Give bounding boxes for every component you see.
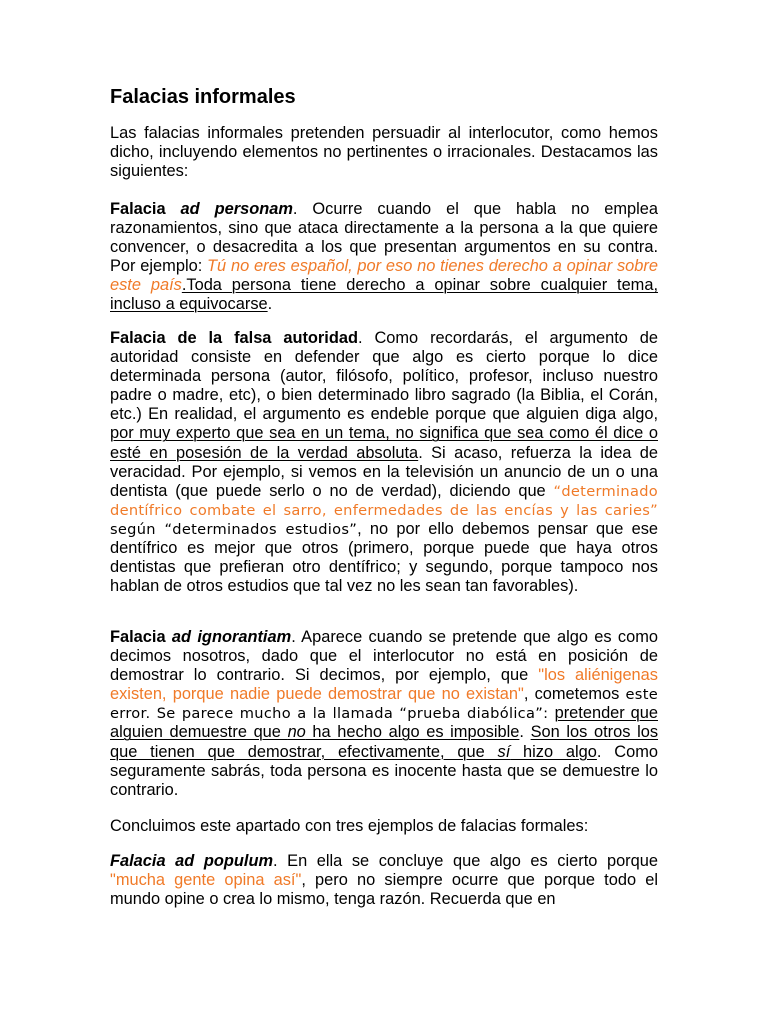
example-quote: “determinado dentífrico combate el sarro, enfermedades de las encías y las caries”	[110, 482, 658, 519]
intro-paragraph: Las falacias informales pretenden persuadir al interlocutor, como hemos dicho, incluyendo elementos no pertinentes o irracionales. Destacamos las siguientes:	[110, 124, 658, 181]
underlined-segment: Son los otros los que tienen que demostrar, efectivamente, que	[110, 723, 659, 761]
paragraph-text: .	[519, 723, 531, 742]
paragraph-text: . Ocurre cuando el que habla no emplea razonamientos, sino que ataca directamente a la persona a la que quiere convencer, o desacredita a los que presentan argumentos en su contra. Por ejemplo:	[110, 200, 658, 276]
paragraph-text: . Aparece cuando se pretende que algo es como decimos nosotros, dado que el interlocutor no está en posición de demostrar lo contrario. Si decimos, por ejemplo, que	[110, 628, 659, 685]
fallacy-label: Falacia de la falsa autoridad	[110, 329, 358, 347]
fallacy-label-prefix: Falacia	[110, 200, 181, 218]
underlined-italic: sí	[497, 742, 511, 761]
underlined-segment: pretender que alguien demuestre que	[110, 704, 658, 742]
fallacy-label-italic: ad ignorantiam	[171, 628, 292, 646]
fallacy-label	[110, 852, 273, 870]
paragraph-text: , pero no siempre ocurre que porque todo el mundo opine o crea lo mismo, tenga razón. Recuerda que en	[110, 871, 658, 909]
page-title: Falacias informales	[110, 86, 296, 108]
fallacy-label	[110, 200, 293, 218]
paragraph-ad-populum	[110, 852, 658, 909]
example-quote: "mucha gente opina así"	[110, 871, 302, 890]
fallacy-label-italic: ad personam	[180, 200, 293, 218]
paragraph-conclusion: Concluimos este apartado con tres ejemplos de falacias formales:	[110, 817, 589, 835]
fallacy-label	[110, 628, 291, 646]
underlined-segment: ha hecho algo es imposible	[305, 723, 520, 742]
underlined-text: por muy experto que sea en un tema, no significa que sea como él dice o esté en posesión de la verdad absoluta	[110, 424, 658, 462]
paragraph-text: , cometemos	[523, 685, 626, 704]
example-quote: Tú no eres español, por eso no tienes derecho a opinar sobre este país	[110, 257, 658, 295]
paragraph-text: . En ella se concluye que algo es cierto porque	[273, 852, 658, 870]
underlined-italic: no	[287, 723, 306, 742]
paragraph-ad-personam	[110, 200, 658, 315]
paragraph-text: , no por ello debemos pensar que ese dentífrico es mejor que otros (primero, porque puede que haya otros dentistas que prefieran otro dentífrico; y segundo, porque tampoco nos hablan de otros estudios que tal vez no les sean tan favorables).	[110, 519, 659, 596]
paragraph-text: según “determinados estudios”	[110, 520, 358, 538]
paragraph-text: este error. Se parece mucho a la llamada “prueba diabólica”:	[110, 686, 658, 723]
underlined-text: .Toda persona tiene derecho a opinar sobre cualquier tema, incluso a equivocarse	[110, 276, 659, 314]
underlined-segment: hizo algo	[510, 742, 597, 761]
paragraph-falsa-autoridad	[110, 329, 658, 596]
fallacy-label-prefix: Falacia	[110, 628, 172, 646]
paragraph-text: .	[267, 295, 273, 314]
fallacy-label-italic: Falacia ad populum	[110, 852, 274, 870]
paragraph-text: . Si acaso, refuerza la idea de veracidad. Por ejemplo, si vemos en la televisión un anuncio de un o una dentista (que puede serlo o no de verdad), diciendo que	[110, 443, 658, 500]
paragraph-text: . Como recordarás, el argumento de autoridad consiste en defender que algo es cierto porque lo dice determinada persona (autor, filósofo, político, profesor, incluso nuestro padre o madre, etc), o bien determinado libro sagrado (la Biblia, el Corán, etc.) En realidad, el argumento es endeble porque que alguien diga algo,	[110, 329, 659, 424]
paragraph-ad-ignorantiam	[110, 628, 658, 800]
paragraph-text: . Como seguramente sabrás, toda persona es inocente hasta que se demuestre lo contrario.	[110, 742, 658, 799]
example-quote: "los aliénigenas existen, porque nadie puede demostrar que no existan"	[110, 666, 658, 704]
